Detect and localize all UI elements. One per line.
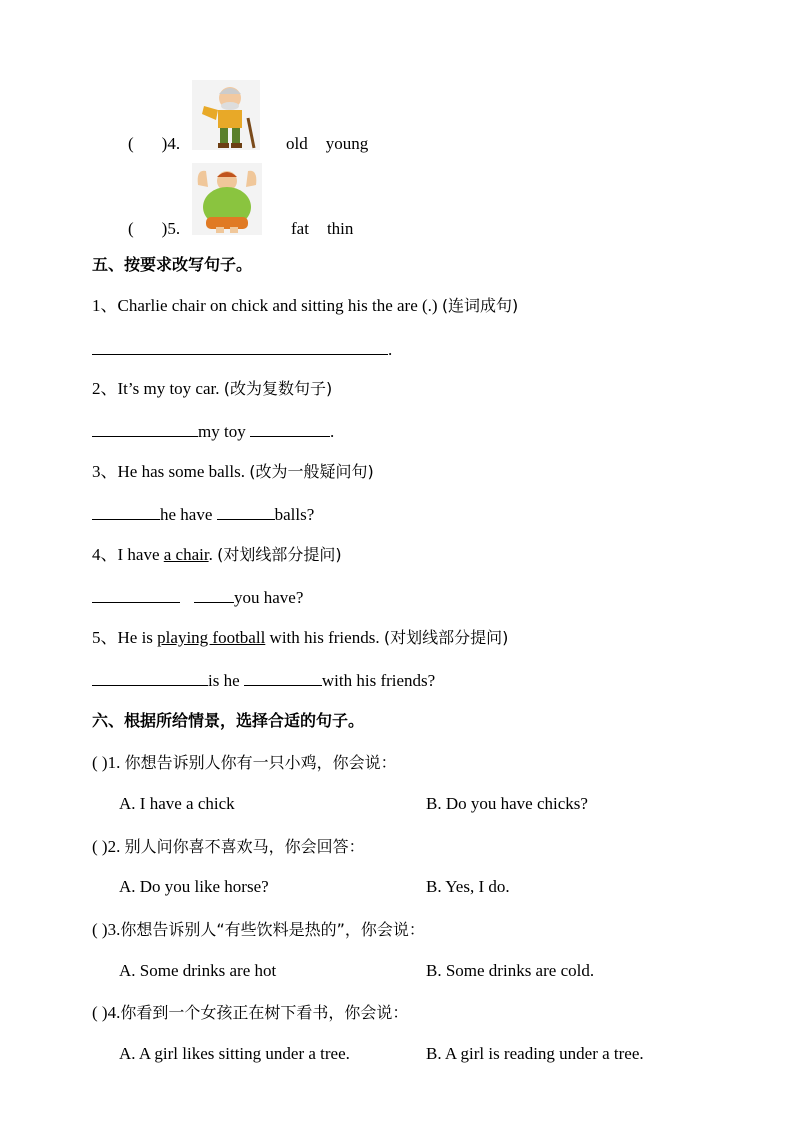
option-b[interactable]: B. Some drinks are cold. xyxy=(426,961,595,980)
option-a[interactable]: A. Some drinks are hot xyxy=(119,961,277,980)
question-prompt: 你想告诉别人你有一只小鸡，你会说： xyxy=(124,753,397,772)
question-number: 1、 xyxy=(92,296,118,315)
question-hint: (对划线部分提问) xyxy=(217,545,342,564)
word-option[interactable]: fat xyxy=(291,219,309,238)
underlined-phrase: playing football xyxy=(157,628,266,647)
word-option[interactable]: thin xyxy=(326,219,354,238)
s6-q2 xyxy=(92,836,365,858)
question-text: It’s my toy car. xyxy=(117,379,224,398)
section-5-title: 五、按要求改写句子。 xyxy=(92,255,253,274)
option-a[interactable]: A. I have a chick xyxy=(119,794,235,813)
option-b[interactable]: B. A girl is reading under a tree. xyxy=(426,1044,644,1063)
underlined-phrase: a chair xyxy=(163,545,209,564)
word-option[interactable]: old xyxy=(286,134,308,153)
s5-q5: 5、He is playing football with his friends. (对划线部分提问) xyxy=(92,628,509,647)
section-6-title: 六、根据所给情景，选择合适的句子。 xyxy=(92,711,365,730)
s5-q1-answer: . xyxy=(92,338,392,361)
question-prompt: 你看到一个女孩正在树下看书，你会说： xyxy=(120,1003,409,1022)
fat-boy-flexing-icon xyxy=(192,163,262,235)
question-hint: (改为复数句子) xyxy=(223,379,333,398)
s5-q1 xyxy=(92,295,518,317)
word-options-5 xyxy=(291,218,353,240)
s5-q3-answer: he have balls? xyxy=(92,503,314,526)
s5-q3 xyxy=(92,461,374,483)
s6-q1 xyxy=(92,752,397,774)
question-prompt: 别人问你喜不喜欢马，你会回答： xyxy=(124,837,365,856)
s6-q4 xyxy=(92,1002,408,1024)
question-prompt: 你想告诉别人“有些饮料是热的”，你会说： xyxy=(120,920,425,939)
answer-blank[interactable] xyxy=(92,586,180,603)
question-hint: (对划线部分提问) xyxy=(383,628,509,647)
answer-paren[interactable]: ( )1. xyxy=(92,753,125,772)
question-hint: (改为一般疑问句) xyxy=(249,462,374,481)
question-number: 3、 xyxy=(92,462,118,481)
answer-blank[interactable] xyxy=(92,503,160,520)
question-number: 4、 xyxy=(92,545,118,564)
option-b[interactable]: B. Yes, I do. xyxy=(426,877,510,896)
s6-q3 xyxy=(92,919,425,941)
question-number: )4. xyxy=(161,134,181,153)
question-number: )5. xyxy=(161,219,181,238)
answer-paren-open: ( xyxy=(128,134,134,153)
s5-q4-answer: you have? xyxy=(92,586,303,609)
question-hint: (连词成句) xyxy=(441,296,519,315)
question-number: 2、 xyxy=(92,379,118,398)
question-4-row xyxy=(128,133,180,155)
answer-paren[interactable]: ( )4. xyxy=(92,1003,121,1022)
s5-q2 xyxy=(92,378,332,400)
answer-blank[interactable] xyxy=(92,338,388,355)
answer-blank[interactable] xyxy=(217,503,275,520)
word-option[interactable]: young xyxy=(325,134,369,153)
option-a[interactable]: A. A girl likes sitting under a tree. xyxy=(119,1044,350,1063)
question-text: Charlie chair on chick and sitting his the are (.) xyxy=(117,296,442,315)
answer-blank[interactable] xyxy=(92,669,208,686)
question-number: 5、 xyxy=(92,628,118,647)
option-a[interactable]: A. Do you like horse? xyxy=(119,877,269,896)
answer-blank[interactable] xyxy=(244,669,322,686)
answer-paren-open: ( xyxy=(128,219,134,238)
answer-paren[interactable]: ( )3. xyxy=(92,920,121,939)
answer-paren[interactable]: ( )2. xyxy=(92,837,125,856)
answer-blank[interactable] xyxy=(194,586,234,603)
s5-q4: 4、I have a chair. (对划线部分提问) xyxy=(92,545,342,564)
old-man-with-cane-icon xyxy=(192,80,260,150)
question-text: He has some balls. xyxy=(117,462,250,481)
option-b[interactable]: B. Do you have chicks? xyxy=(426,794,588,813)
s5-q2-answer: my toy . xyxy=(92,420,334,443)
answer-blank[interactable] xyxy=(92,420,198,437)
s5-q5-answer: is he with his friends? xyxy=(92,669,435,692)
answer-blank[interactable] xyxy=(250,420,330,437)
question-5-row xyxy=(128,218,180,240)
word-options-4 xyxy=(286,133,368,155)
